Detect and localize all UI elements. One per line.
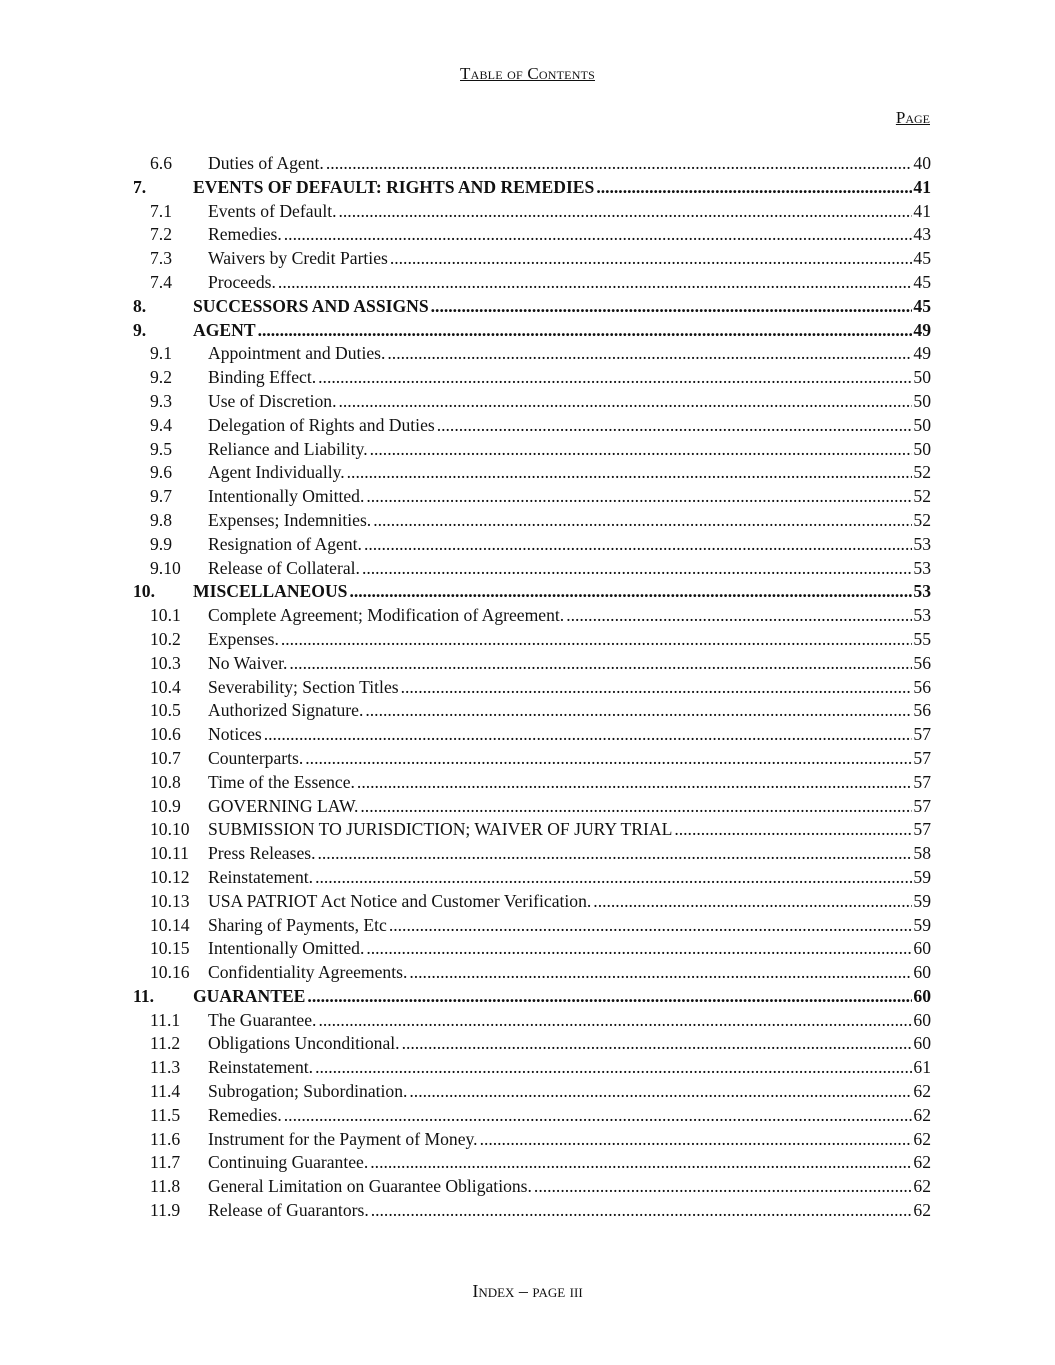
toc-entry-number: 9.3	[150, 390, 172, 411]
toc-entry-number: 10.3	[150, 652, 181, 673]
toc-entry-page: 62	[913, 1104, 931, 1125]
toc-entry-page: 52	[913, 486, 931, 507]
dot-leader	[401, 676, 913, 700]
toc-entry-label: SUCCESSORS AND ASSIGNS	[193, 295, 429, 316]
toc-entry-page: 57	[913, 747, 931, 768]
toc-entry-page: 56	[913, 652, 931, 673]
toc-subsection-row[interactable]	[133, 342, 931, 366]
toc-entry-number: 10.8	[150, 771, 181, 792]
toc-entry-number: 9.9	[150, 533, 172, 554]
toc-entry-page: 58	[913, 843, 931, 864]
dot-leader	[307, 985, 912, 1009]
toc-entry-label: Binding Effect.	[208, 367, 317, 388]
toc-entry-label: Intentionally Omitted.	[208, 486, 365, 507]
toc-entry-label: Waivers by Credit Parties	[208, 248, 388, 269]
dot-leader	[318, 366, 912, 390]
dot-leader	[362, 557, 912, 581]
toc-subsection-row[interactable]	[133, 818, 931, 842]
toc-subsection-row[interactable]	[133, 676, 931, 700]
toc-entry-number: 9.5	[150, 438, 172, 459]
toc-entry-label: Remedies.	[208, 1104, 282, 1125]
toc-entry-page: 45	[913, 271, 931, 292]
toc-entry-label: EVENTS OF DEFAULT: RIGHTS AND REMEDIES	[193, 176, 595, 197]
dot-leader	[258, 319, 913, 343]
toc-subsection-row[interactable]	[133, 1104, 931, 1128]
toc-subsection-row[interactable]	[133, 795, 931, 819]
toc-entry-label: Release of Guarantors.	[208, 1200, 369, 1221]
toc-entry-page: 62	[913, 1200, 931, 1221]
dot-leader	[315, 1056, 912, 1080]
toc-entry-label: Obligations Unconditional.	[208, 1033, 400, 1054]
dot-leader	[281, 628, 913, 652]
toc-subsection-row[interactable]	[133, 1009, 931, 1033]
toc-subsection-row[interactable]	[133, 1080, 931, 1104]
toc-subsection-row[interactable]	[133, 1199, 931, 1223]
toc-section-row[interactable]	[133, 319, 931, 343]
toc-subsection-row[interactable]	[133, 1032, 931, 1056]
toc-subsection-row[interactable]	[133, 509, 931, 533]
toc-entry-label: Agent Individually.	[208, 462, 345, 483]
toc-entry-page: 43	[913, 224, 931, 245]
toc-subsection-row[interactable]	[133, 652, 931, 676]
toc-entry-label: AGENT	[193, 319, 256, 340]
toc-entry-page: 40	[913, 153, 931, 173]
toc-list	[133, 152, 931, 1223]
toc-entry-label: Intentionally Omitted.	[208, 938, 365, 959]
toc-entry-number: 10.11	[150, 843, 189, 864]
toc-entry-number: 11.1	[150, 1009, 181, 1030]
toc-subsection-row[interactable]	[133, 461, 931, 485]
toc-entry-label: Appointment and Duties.	[208, 343, 386, 364]
toc-section-row[interactable]	[133, 176, 931, 200]
toc-entry-page: 57	[913, 795, 931, 816]
dot-leader	[366, 937, 912, 961]
toc-entry-number: 10.4	[150, 676, 181, 697]
dot-leader	[347, 461, 913, 485]
toc-entry-page: 59	[913, 890, 931, 911]
toc-entry-number: 10.16	[150, 962, 190, 983]
toc-entry-page: 56	[913, 676, 931, 697]
page-footer-text: Index – page iii	[472, 1281, 583, 1301]
toc-subsection-row[interactable]	[133, 1175, 931, 1199]
toc-section-row[interactable]	[133, 985, 931, 1009]
dot-leader	[389, 914, 913, 938]
toc-entry-page: 50	[913, 367, 931, 388]
toc-entry-label: GUARANTEE	[193, 985, 306, 1006]
toc-entry-label: Press Releases.	[208, 843, 316, 864]
dot-leader	[431, 295, 913, 319]
toc-entry-label: Resignation of Agent.	[208, 533, 362, 554]
toc-entry-label: No Waiver.	[208, 652, 288, 673]
toc-entry-page: 56	[913, 700, 931, 721]
dot-leader	[366, 485, 912, 509]
toc-subsection-row[interactable]	[133, 723, 931, 747]
dot-leader	[264, 723, 913, 747]
toc-entry-number: 10.13	[150, 890, 190, 911]
toc-entry-page: 53	[913, 605, 931, 626]
toc-entry-page: 50	[913, 390, 931, 411]
toc-subsection-row[interactable]	[133, 1128, 931, 1152]
dot-leader	[437, 414, 913, 438]
toc-subsection-row[interactable]	[133, 485, 931, 509]
dot-leader	[284, 1104, 913, 1128]
toc-entry-page: 60	[913, 938, 931, 959]
toc-entry-label: Authorized Signature.	[208, 700, 364, 721]
toc-entry-number: 11.2	[150, 1033, 181, 1054]
toc-section-row[interactable]	[133, 295, 931, 319]
toc-entry-page: 53	[913, 557, 931, 578]
toc-subsection-row[interactable]	[133, 628, 931, 652]
toc-entry-label: Counterparts.	[208, 747, 304, 768]
toc-entry-label: Severability; Section Titles	[208, 676, 399, 697]
dot-leader	[566, 604, 912, 628]
toc-entry-page: 62	[913, 1081, 931, 1102]
dot-leader	[674, 818, 912, 842]
toc-entry-number: 9.	[133, 319, 147, 340]
toc-subsection-row[interactable]	[133, 366, 931, 390]
toc-entry-page: 60	[913, 1033, 931, 1054]
toc-subsection-row[interactable]	[133, 699, 931, 723]
toc-entry-number: 11.6	[150, 1128, 181, 1149]
toc-entry-label: Proceeds.	[208, 271, 276, 292]
toc-subsection-row[interactable]	[133, 247, 931, 271]
dot-leader	[409, 1080, 912, 1104]
dot-leader	[357, 771, 912, 795]
toc-entry-label: Complete Agreement; Modification of Agreement.	[208, 605, 565, 626]
page-footer	[0, 1281, 1055, 1302]
toc-entry-page: 52	[913, 462, 931, 483]
toc-entry-number: 10.1	[150, 605, 181, 626]
toc-entry-page: 55	[913, 628, 931, 649]
toc-entry-number: 7.4	[150, 271, 172, 292]
dot-leader	[364, 533, 912, 557]
toc-entry-label: GOVERNING LAW.	[208, 795, 359, 816]
toc-entry-number: 10.6	[150, 724, 181, 745]
toc-entry-number: 11.3	[150, 1057, 181, 1078]
dot-leader	[365, 699, 912, 723]
page-column-header-text: Page	[895, 108, 930, 127]
toc-entry-number: 10.15	[150, 938, 190, 959]
toc-entry-page: 49	[913, 319, 931, 340]
toc-entry-page: 59	[913, 866, 931, 887]
dot-leader	[593, 890, 912, 914]
toc-entry-page: 41	[913, 176, 931, 197]
toc-entry-label: Duties of Agent.	[208, 153, 324, 173]
toc-entry-number: 10.5	[150, 700, 181, 721]
toc-entry-number: 9.8	[150, 509, 172, 530]
toc-entry-page: 60	[913, 985, 931, 1006]
toc-entry-number: 10.2	[150, 628, 181, 649]
dot-leader	[289, 652, 912, 676]
toc-entry-number: 7.1	[150, 200, 172, 221]
toc-title-text: Table of Contents	[460, 64, 595, 83]
toc-subsection-row[interactable]	[133, 414, 931, 438]
toc-entry-label: Release of Collateral.	[208, 557, 360, 578]
toc-entry-label: Use of Discretion.	[208, 390, 337, 411]
toc-entry-label: Reinstatement.	[208, 866, 314, 887]
toc-entry-page: 52	[913, 509, 931, 530]
dot-leader	[326, 152, 913, 176]
dot-leader	[349, 580, 912, 604]
toc-entry-page: 49	[913, 343, 931, 364]
toc-entry-label: General Limitation on Guarantee Obligations.	[208, 1176, 532, 1197]
dot-leader	[278, 271, 912, 295]
toc-entry-page: 57	[913, 771, 931, 792]
toc-entry-page: 57	[913, 724, 931, 745]
dot-leader	[339, 390, 913, 414]
dot-leader	[360, 795, 912, 819]
toc-entry-page: 45	[913, 248, 931, 269]
toc-entry-page: 50	[913, 438, 931, 459]
dot-leader	[373, 509, 912, 533]
toc-entry-number: 11.8	[150, 1176, 181, 1197]
toc-subsection-row[interactable]	[133, 438, 931, 462]
toc-entry-page: 41	[913, 200, 931, 221]
toc-entry-label: Expenses; Indemnities.	[208, 509, 372, 530]
toc-entry-number: 11.9	[150, 1200, 181, 1221]
dot-leader	[370, 1151, 912, 1175]
toc-entry-number: 10.12	[150, 866, 190, 887]
toc-entry-page: 53	[913, 581, 931, 602]
dot-leader	[370, 438, 913, 462]
toc-entry-number: 9.1	[150, 343, 172, 364]
toc-entry-label: Notices	[208, 724, 262, 745]
dot-leader	[284, 223, 913, 247]
dot-leader	[409, 961, 912, 985]
toc-entry-label: Sharing of Payments, Etc	[208, 914, 387, 935]
toc-entry-label: MISCELLANEOUS	[193, 581, 348, 602]
toc-subsection-row[interactable]	[133, 914, 931, 938]
toc-entry-number: 11.4	[150, 1081, 181, 1102]
toc-entry-label: Reliance and Liability.	[208, 438, 368, 459]
toc-subsection-row[interactable]	[133, 937, 931, 961]
toc-entry-label: Instrument for the Payment of Money.	[208, 1128, 478, 1149]
dot-leader	[315, 866, 912, 890]
toc-entry-number: 10.9	[150, 795, 181, 816]
dot-leader	[402, 1032, 913, 1056]
toc-entry-number: 11.5	[150, 1104, 181, 1125]
toc-entry-label: The Guarantee.	[208, 1009, 317, 1030]
toc-entry-label: Remedies.	[208, 224, 282, 245]
dot-leader	[339, 200, 913, 224]
toc-entry-number: 9.7	[150, 486, 172, 507]
dot-leader	[305, 747, 912, 771]
toc-subsection-row[interactable]	[133, 747, 931, 771]
toc-entry-page: 59	[913, 914, 931, 935]
toc-subsection-row[interactable]	[133, 557, 931, 581]
page-column-header	[896, 108, 930, 128]
toc-entry-page: 60	[913, 962, 931, 983]
toc-entry-label: Confidentiality Agreements.	[208, 962, 408, 983]
toc-subsection-row[interactable]	[133, 1151, 931, 1175]
toc-entry-page: 57	[913, 819, 931, 840]
toc-subsection-row[interactable]	[133, 890, 931, 914]
toc-entry-page: 60	[913, 1009, 931, 1030]
toc-section-row[interactable]	[133, 580, 931, 604]
toc-entry-number: 10.10	[150, 819, 190, 840]
toc-entry-label: Subrogation; Subordination.	[208, 1081, 408, 1102]
toc-subsection-row[interactable]	[133, 771, 931, 795]
toc-entry-number: 10.	[133, 581, 155, 602]
toc-entry-label: Delegation of Rights and Duties	[208, 414, 435, 435]
toc-entry-label: Time of the Essence.	[208, 771, 355, 792]
toc-subsection-row[interactable]	[133, 533, 931, 557]
toc-subsection-row[interactable]	[133, 223, 931, 247]
toc-entry-label: SUBMISSION TO JURISDICTION; WAIVER OF JURY TRIAL	[208, 819, 673, 840]
dot-leader	[534, 1175, 912, 1199]
dot-leader	[318, 1009, 912, 1033]
toc-entry-number: 9.6	[150, 462, 172, 483]
dot-leader	[387, 342, 912, 366]
toc-entry-number: 8.	[133, 295, 147, 316]
dot-leader	[480, 1128, 913, 1152]
dot-leader	[390, 247, 913, 271]
dot-leader	[596, 176, 912, 200]
toc-subsection-row[interactable]	[133, 961, 931, 985]
toc-subsection-row[interactable]	[133, 604, 931, 628]
toc-subsection-row[interactable]	[133, 271, 931, 295]
toc-entry-number: 11.7	[150, 1152, 181, 1173]
toc-entry-page: 62	[913, 1152, 931, 1173]
dot-leader	[371, 1199, 913, 1223]
toc-subsection-row[interactable]	[133, 152, 931, 176]
toc-entry-label: Reinstatement.	[208, 1057, 314, 1078]
toc-entry-label: Continuing Guarantee.	[208, 1152, 369, 1173]
toc-subsection-row[interactable]	[133, 390, 931, 414]
toc-entry-number: 10.14	[150, 914, 190, 935]
toc-entry-page: 53	[913, 533, 931, 554]
toc-entry-page: 62	[913, 1128, 931, 1149]
toc-entry-number: 9.4	[150, 414, 172, 435]
toc-subsection-row[interactable]	[133, 842, 931, 866]
dot-leader	[318, 842, 913, 866]
toc-entry-number: 7.3	[150, 248, 172, 269]
toc-entry-page: 50	[913, 414, 931, 435]
toc-entry-number: 7.	[133, 176, 147, 197]
toc-entry-number: 10.7	[150, 747, 181, 768]
toc-entry-number: 7.2	[150, 224, 172, 245]
toc-entry-label: Expenses.	[208, 628, 279, 649]
toc-subsection-row[interactable]	[133, 1056, 931, 1080]
toc-subsection-row[interactable]	[133, 866, 931, 890]
toc-entry-label: Events of Default.	[208, 200, 337, 221]
toc-entry-number: 9.10	[150, 557, 181, 578]
toc-entry-number: 11.	[133, 985, 155, 1006]
toc-entry-number: 9.2	[150, 367, 172, 388]
toc-subsection-row[interactable]	[133, 200, 931, 224]
toc-entry-number: 6.6	[150, 153, 172, 173]
toc-entry-label: USA PATRIOT Act Notice and Customer Verification.	[208, 890, 592, 911]
toc-entry-page: 45	[913, 295, 931, 316]
toc-entry-page: 61	[913, 1057, 931, 1078]
toc-entry-page: 62	[913, 1176, 931, 1197]
toc-title	[0, 64, 1055, 84]
